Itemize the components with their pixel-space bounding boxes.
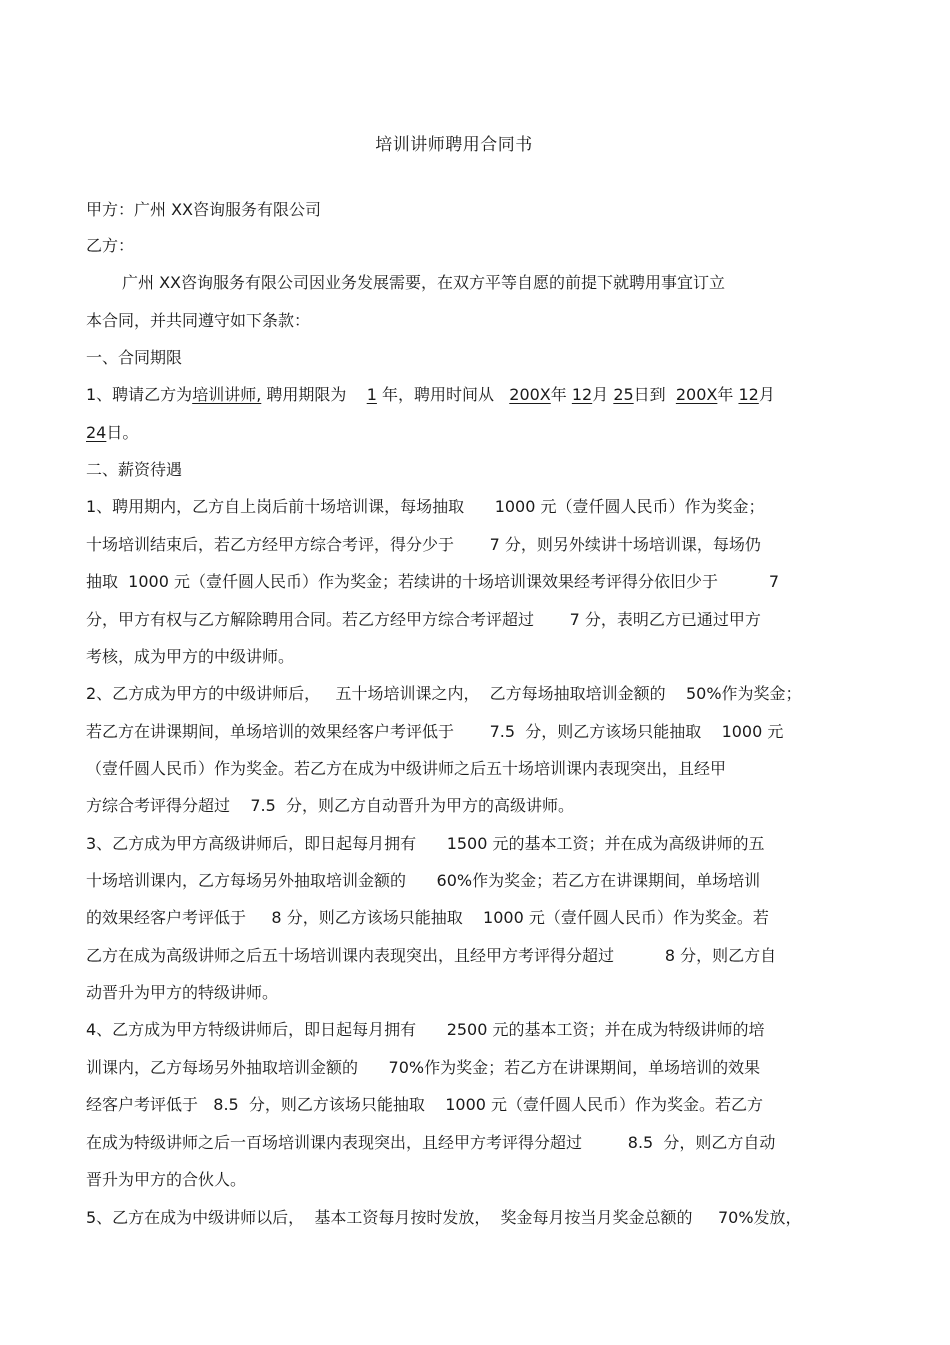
salary-line: 1、聘用期内，乙方自上岗后前十场培训课，每场抽取 1000 元（壹仟圆人民币）作为奖金；	[86, 497, 765, 516]
clause-term-1-cont	[86, 422, 856, 444]
start-month-value: 12	[571, 385, 593, 404]
salary-line: 方综合考评得分超过 7.5 分，则乙方自动晋升为甲方的高级讲师。	[86, 796, 574, 815]
salary-line: 在成为特级讲师之后一百场培训课内表现突出，且经甲方考评得分超过 8.5 分，则乙方自动	[86, 1133, 776, 1152]
start-year-value: 200X	[509, 385, 551, 404]
clause-text: 聘用期限为	[261, 385, 367, 404]
clause-term-1	[86, 384, 856, 406]
salary-line: 若乙方在讲课期间，单场培训的效果经客户考评低于 7.5 分，则乙方该场只能抽取 1000 元	[86, 722, 784, 741]
salary-line: 2、乙方成为甲方的中级讲师后， 五十场培训课之内， 乙方每场抽取培训金额的 50%作为奖金；	[86, 684, 802, 703]
clause-text: 年，聘用时间从	[376, 385, 510, 404]
clause-text: 月	[758, 385, 775, 404]
salary-line: 4、乙方成为甲方特级讲师后，即日起每月拥有 2500 元的基本工资；并在成为特级讲师的培	[86, 1020, 765, 1039]
salary-line: 训课内，乙方每场另外抽取培训金额的 70%作为奖金；若乙方在讲课期间，单场培训的效果	[86, 1058, 761, 1077]
start-day-value: 25	[613, 385, 634, 404]
salary-line: 5、乙方在成为中级讲师以后， 基本工资每月按时发放， 奖金每月按当月奖金总额的 70%发放，	[86, 1208, 802, 1227]
years-value: 1	[366, 385, 377, 404]
clause-text: 年	[550, 385, 572, 404]
salary-line: 3、乙方成为甲方高级讲师后，即日起每月拥有 1500 元的基本工资；并在成为高级讲师的五	[86, 834, 765, 853]
party-a-line: 甲方：广州 XX咨询服务有限公司	[86, 200, 322, 219]
salary-line: 的效果经客户考评低于 8 分，则乙方该场只能抽取 1000 元（壹仟圆人民币）作为奖金。若	[86, 908, 769, 927]
document-title: 培训讲师聘用合同书	[375, 135, 533, 155]
salary-line: 十场培训课内，乙方每场另外抽取培训金额的 60%作为奖金；若乙方在讲课期间，单场培训	[86, 871, 761, 890]
clause-text: 年	[717, 385, 739, 404]
salary-line: 十场培训结束后，若乙方经甲方综合考评，得分少于 7 分，则另外续讲十场培训课，每场仍	[86, 535, 761, 554]
salary-line: 经客户考评低于 8.5 分，则乙方该场只能抽取 1000 元（壹仟圆人民币）作为奖金。若乙方	[86, 1095, 764, 1114]
salary-line: 乙方在成为高级讲师之后五十场培训课内表现突出，且经甲方考评得分超过 8 分，则乙方自	[86, 946, 777, 965]
end-month-value: 12	[738, 385, 759, 404]
intro-line-2: 本合同，并共同遵守如下条款：	[86, 311, 311, 330]
salary-line: 考核，成为甲方的中级讲师。	[86, 647, 295, 666]
section-heading-salary: 二、薪资待遇	[86, 460, 183, 479]
salary-line: 动晋升为甲方的特级讲师。	[86, 983, 279, 1002]
clause-text: 月	[592, 385, 614, 404]
position-value: 培训讲师,	[192, 385, 262, 404]
end-year-value: 200X	[675, 385, 718, 404]
section-heading-term: 一、合同期限	[86, 348, 183, 367]
salary-line: 晋升为甲方的合伙人。	[86, 1170, 247, 1189]
clause-text: 1、聘请乙方为	[86, 385, 193, 404]
end-day-value: 24	[86, 423, 107, 442]
clause-text: 日。	[106, 423, 139, 442]
salary-line: 分，甲方有权与乙方解除聘用合同。若乙方经甲方综合考评超过 7 分，表明乙方已通过甲方	[86, 610, 761, 629]
salary-line: （壹仟圆人民币）作为奖金。若乙方在成为中级讲师之后五十场培训课内表现突出，且经甲	[86, 759, 727, 778]
clause-text: 日到	[633, 385, 676, 404]
party-b-line: 乙方：	[86, 236, 135, 255]
intro-line-1: 广州 XX咨询服务有限公司因业务发展需要，在双方平等自愿的前提下就聘用事宜订立	[122, 273, 726, 292]
salary-line: 抽取 1000 元（壹仟圆人民币）作为奖金；若续讲的十场培训课效果经考评得分依旧少于 7	[86, 572, 780, 591]
